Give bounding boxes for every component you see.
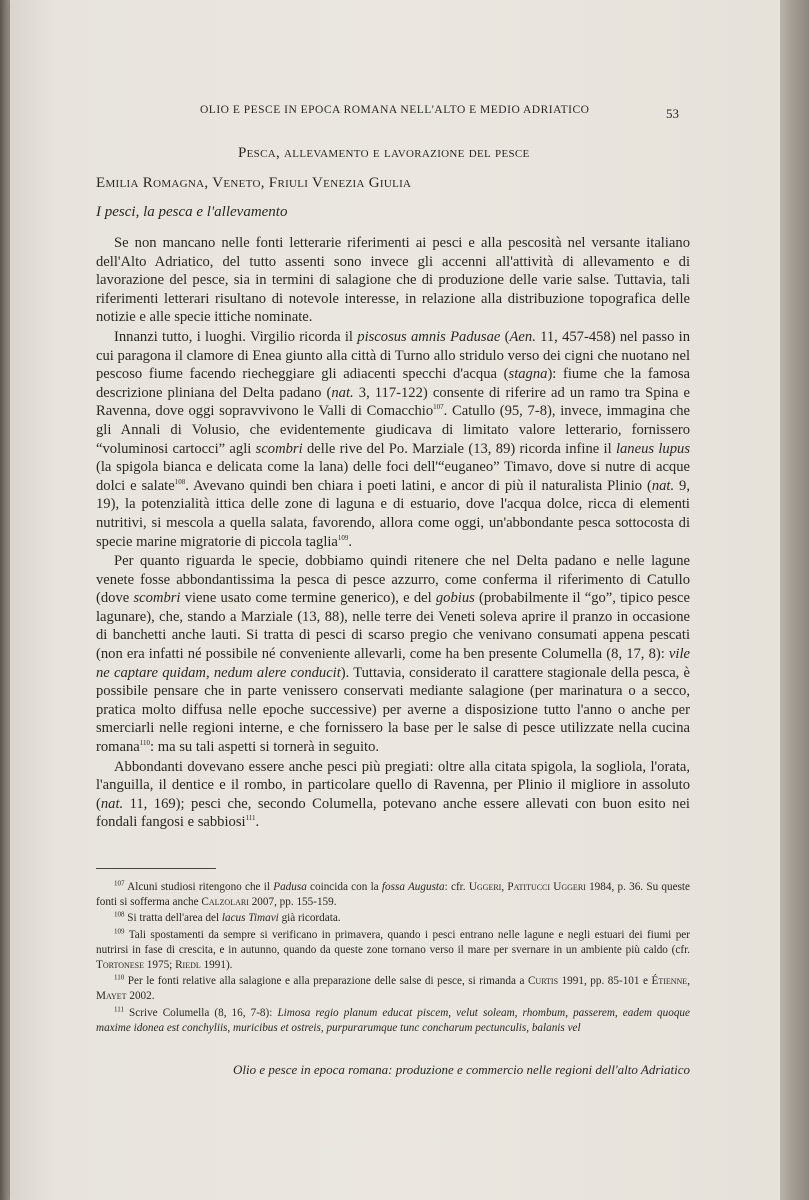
text-run: . <box>255 814 260 831</box>
paragraph-1: Se non mancano nelle fonti letterarie riferimenti ai pesci e alla pescosità nel versante italiano dell'Alto Adriatico, del tutto assenti sono invece gli accenni all'attività di allevamento e di lavorazione del pesce, sia in termini di salagione che di produzione delle varie salse. Tuttavia, tali riferimenti letterari risultano di notevole interesse, in relazione alla distribuzione topografica delle notizie e alle specie ittiche nominate. <box>96 235 690 326</box>
paragraph-4 <box>96 758 690 832</box>
text-run: 2007, pp. 155-159. <box>248 896 337 909</box>
italic-run: nat. <box>100 795 124 812</box>
footnote-ref-110[interactable]: 110 <box>139 739 151 748</box>
text-run: ). Tuttavia, considerato il carattere stagionale della pesca, è possibile pensare che in parte venissero conservati mediante salagione (per marinatura o a secco, pratica molto diffusa nelle epoche successive) per averne a disposizione tutto l'anno o anche per smerciarli nelle regioni interne, e che fornissero la base per le salse di pesce utilizzate nella cucina romana <box>96 664 690 756</box>
text-run: Per le fonti relative alla salagione e alla preparazione delle salse di pesce, si rimanda a <box>124 975 528 988</box>
text-run: Alcuni studiosi ritengono che il <box>124 881 274 893</box>
italic-run: vile ne captare quidam, nedum alere conducit <box>96 646 690 681</box>
text-run: coincida con la <box>306 881 382 893</box>
author-name: Étienne, Mayet <box>96 975 690 1003</box>
author-name: Tortonese <box>96 959 144 972</box>
italic-run: nat. <box>331 384 354 401</box>
italic-run: piscosus amnis Padusae <box>357 328 501 345</box>
footnote-number: 111 <box>114 1004 124 1013</box>
italic-run: laneus lupus <box>615 440 690 457</box>
footnote-107 <box>96 880 690 910</box>
text-run: 1991). <box>200 959 233 972</box>
italic-run: nat. <box>651 477 675 494</box>
footnote-divider <box>96 868 216 869</box>
italic-run: Limosa regio planum educat piscem, velut soleam, rhombum, passerem, eadem quoque maxime idonea est conchyliis, muricibus et ostreis, purpurarumque tunc concharum pectunculis, balanis vel <box>96 1006 690 1034</box>
text-run: Scrive Columella (8, 16, 7-8): <box>123 1006 278 1019</box>
text-run: già ricordata. <box>278 912 341 925</box>
text-run: . <box>348 533 353 550</box>
text-run: 1984, p. 36. Su queste fonti si sofferma anche <box>96 881 690 909</box>
running-header: OLIO E PESCE IN EPOCA ROMANA NELL'ALTO E MEDIO ADRIATICO <box>200 104 590 116</box>
text-run: Abbondanti dovevano essere anche pesci più pregiati: oltre alla citata spigola, la sogliola, l'orata, l'anguilla, il dentice e il rombo, in particolare quello di Ravenna, per Plinio il migliore in assoluto ( <box>96 758 690 812</box>
text-run: 11, 169); pesci che, secondo Columella, potevano anche essere allevati con buon esito nei fondali fangosi e sabbiosi <box>96 795 690 831</box>
footnote-number: 110 <box>114 973 125 982</box>
text-run: Tali spostamenti da sempre si verificano in primavera, quando i pesci entrano nelle lagune e negli estuari dei fiumi per nutrirsi in fase di crescita, e in autunno, quando da queste zone tornano verso il mare per svernare in un ambiente più caldo (cfr. <box>96 928 690 956</box>
footnote-109 <box>96 928 690 974</box>
footnote-ref-111[interactable]: 111 <box>245 814 256 823</box>
subsection-title: I pesci, la pesca e l'allevamento <box>96 204 288 220</box>
footnote-number: 109 <box>114 926 125 935</box>
footnote-ref-107[interactable]: 107 <box>433 403 444 412</box>
body-text <box>96 234 690 832</box>
region-title: Emilia Romagna, Veneto, Friuli Venezia Giulia <box>96 175 412 191</box>
paragraph-3 <box>96 552 690 757</box>
footnote-108 <box>96 911 690 926</box>
text-run: 1975; <box>144 959 176 972</box>
book-title-footer: Olio e pesce in epoca romana: produzione e commercio nelle regioni dell'alto Adriatico <box>233 1062 690 1077</box>
text-run: : ma su tali aspetti si tornerà in seguito. <box>150 739 380 756</box>
text-run: viene usato come termine generico), e del <box>180 590 436 607</box>
section-title: Pesca, allevamento e lavorazione del pesce <box>238 145 530 161</box>
author-name: Riedl <box>175 959 201 972</box>
page-stack-edge <box>780 0 809 1200</box>
text-run: . Catullo (95, 7-8), invece, immagina che gli Annali di Volusio, che evidentemente giudicava di limitato valore letterario, fornissero “voluminosi cartocci” agli <box>96 403 690 457</box>
footnote-number: 107 <box>114 879 125 888</box>
text-run: (probabilmente il “go”, tipico pesce lagunare), che, stando a Marziale (13, 88), nelle terre dei Veneti soleva aprire il pranzo in occasione di banchetti anche lauti. Si tratta di pesci di scarso pregio che venivano consumati appena pescati (non era infatti né possibile né conveniente allevarli, come ha ben presente Columella (8, 17, 8): <box>96 590 690 663</box>
text-run: delle rive del Po. Marziale (13, 89) ricorda infine il <box>302 440 616 457</box>
page-number: 53 <box>666 106 679 121</box>
footnote-111 <box>96 1006 690 1036</box>
text-run: ( <box>500 328 510 345</box>
author-name: Uggeri, Patitucci Uggeri <box>468 881 586 893</box>
footnotes <box>96 880 690 1037</box>
author-name: Calzolari <box>201 896 249 909</box>
text-run: 11, 457-458) nel passo in cui paragona il clamore di Enea giunto alla città di Turno allo stridulo verso dei cigni che nuotano nel pescoso fiume facendo riecheggiare gli adiacenti specchi d'acqua ( <box>96 328 690 383</box>
italic-run: scombri <box>255 440 303 457</box>
italic-run: Aen. <box>509 328 536 345</box>
text-run: 2002. <box>126 990 155 1003</box>
footnote-number: 108 <box>114 910 125 919</box>
italic-run: stagna <box>508 366 548 383</box>
paragraph-2 <box>96 328 690 551</box>
footnote-ref-108[interactable]: 108 <box>174 477 186 486</box>
text-run: 3, 117-122) consente di riferire ad un ramo tra Spina e Ravenna, dove oggi sopravvivono le Valli di Comacchio <box>96 384 690 420</box>
text-run: 9, 19), la potenzialità ittica delle zone di laguna e di estuario, dove l'acqua dolce, ricca di elementi nutritivi, si mescola a quella salata, favorendo, allora come oggi, un'abbondante pesca sottocosta di specie marine migratorie di piccola taglia <box>96 477 690 550</box>
text-run: : cfr. <box>444 881 469 893</box>
text-run: Innanzi tutto, i luoghi. Virgilio ricorda il <box>114 328 358 345</box>
text-run: Si tratta dell'area del <box>124 912 222 925</box>
italic-run: scombri <box>133 590 181 607</box>
italic-run: lacus Timavi <box>221 912 279 925</box>
text-run: ): fiume che la famosa descrizione pliniana del Delta padano ( <box>96 366 690 401</box>
italic-run: Padusa <box>273 881 307 893</box>
footnote-110 <box>96 974 690 1004</box>
author-name: Curtis <box>527 975 559 988</box>
text-run: . Avevano quindi ben chiara i poeti latini, e ancor di più il naturalista Plinio ( <box>185 477 652 494</box>
text-run: (la spigola bianca e delicata come la lana) delle foci dell'“euganeo” Timavo, dove si nutre di acque dolci e salate <box>96 459 690 494</box>
italic-run: gobius <box>435 590 475 607</box>
book-page <box>10 0 780 1200</box>
footnote-ref-109[interactable]: 109 <box>337 533 349 542</box>
text-run: 1991, pp. 85-101 e <box>558 975 652 988</box>
text-run: Per quanto riguarda le specie, dobbiamo quindi ritenere che nel Delta padano e nelle lagune venete fosse abbondantissima la pesca di pesce azzurro, come conferma il riferimento di Catullo (dove <box>96 553 690 607</box>
italic-run: fossa Augusta <box>381 881 445 893</box>
